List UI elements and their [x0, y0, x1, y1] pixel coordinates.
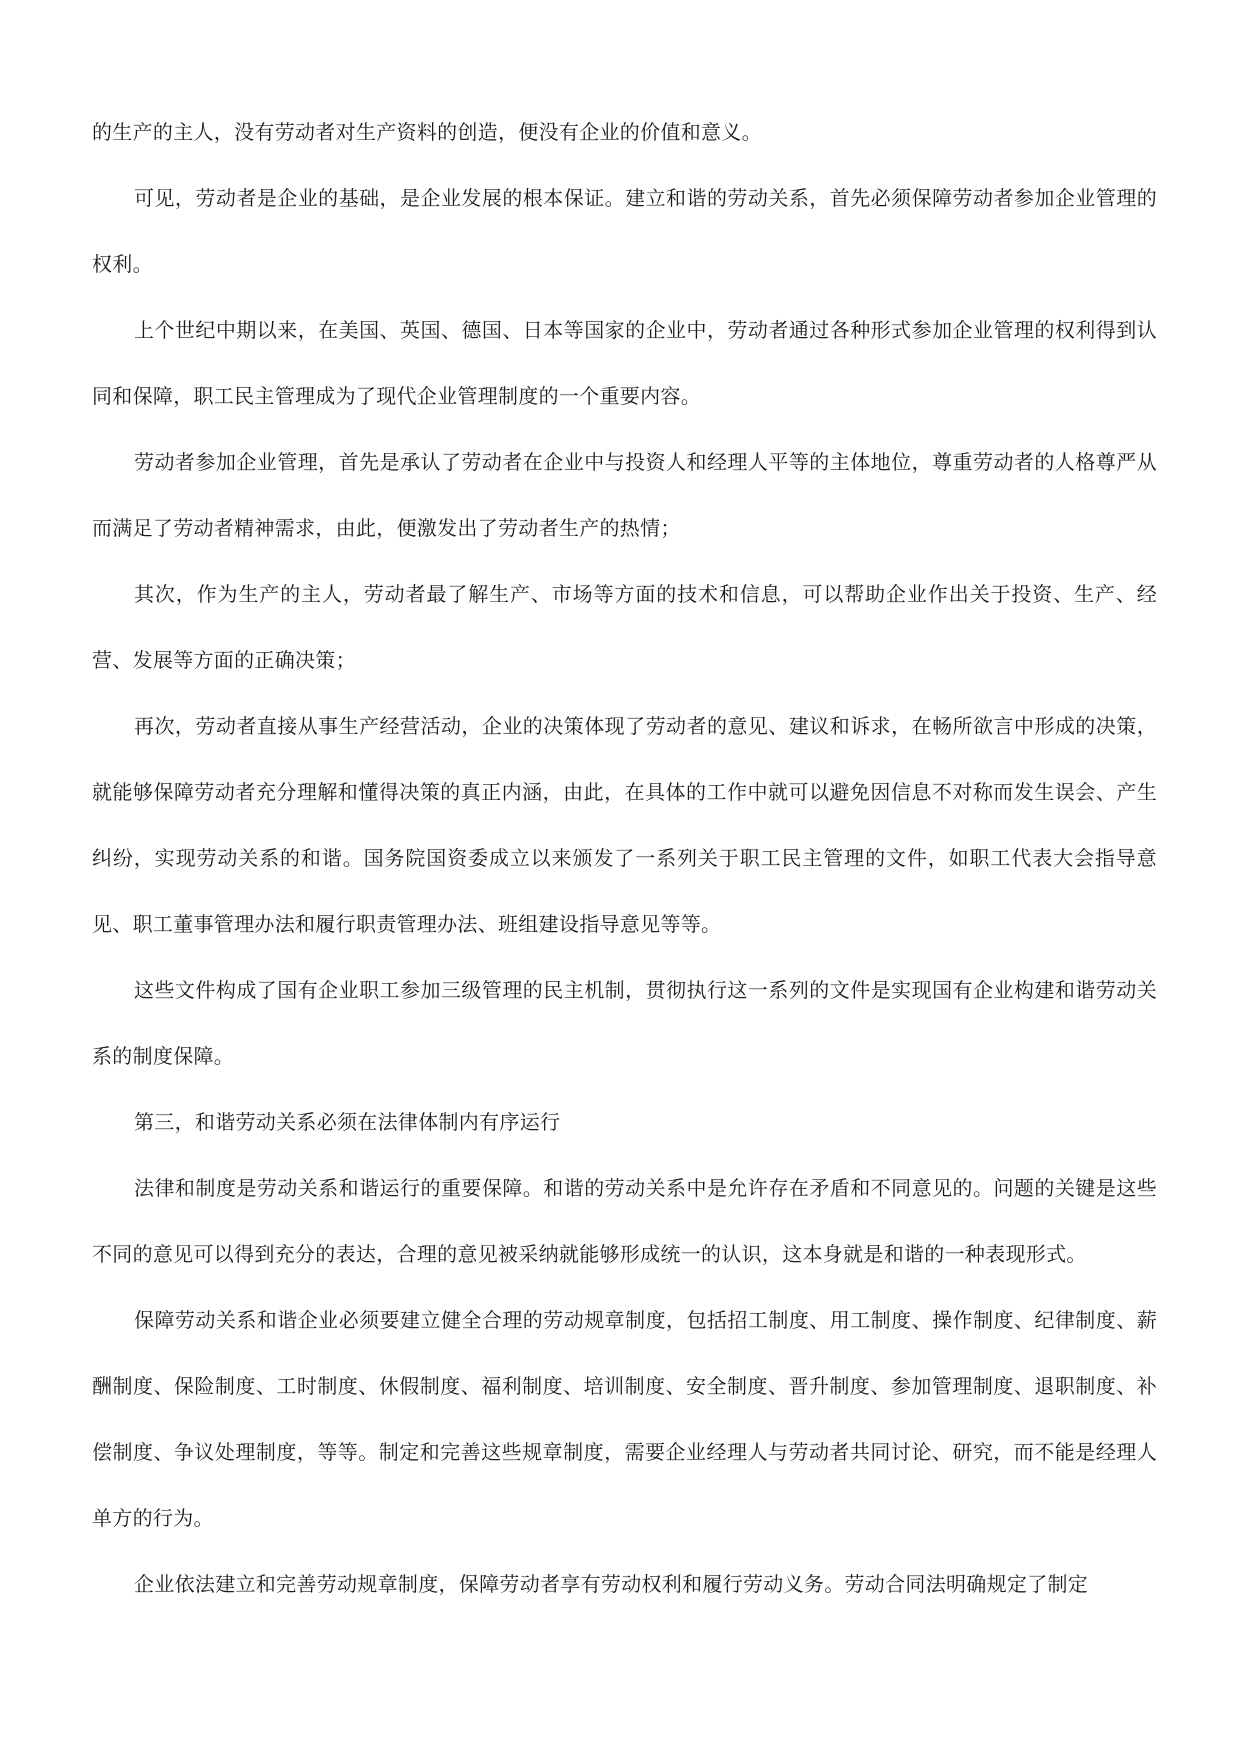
document-body — [92, 99, 1157, 1617]
paragraph: 可见，劳动者是企业的基础，是企业发展的根本保证。建立和谐的劳动关系，首先必须保障劳动者参加企业管理的权利。 — [92, 186, 1157, 276]
paragraph-continuation: 的生产的主人，没有劳动者对生产资料的创造，便没有企业的价值和意义。 — [92, 120, 762, 144]
paragraph: 再次，劳动者直接从事生产经营活动，企业的决策体现了劳动者的意见、建议和诉求，在畅所欲言中形成的决策，就能够保障劳动者充分理解和懂得决策的真正内涵，由此，在具体的工作中就可以避免因信息不对称而发生误会、产生纠纷，实现劳动关系的和谐。国务院国资委成立以来颁发了一系列关于职工民主管理的文件，如职工代表大会指导意见、职工董事管理办法和履行职责管理办法、班组建设指导意见等等。 — [92, 714, 1157, 936]
section-heading: 第三，和谐劳动关系必须在法律体制内有序运行 — [134, 1110, 561, 1134]
paragraph: 这些文件构成了国有企业职工参加三级管理的民主机制，贯彻执行这一系列的文件是实现国有企业构建和谐劳动关系的制度保障。 — [92, 978, 1157, 1068]
paragraph: 其次，作为生产的主人，劳动者最了解生产、市场等方面的技术和信息，可以帮助企业作出关于投资、生产、经营、发展等方面的正确决策； — [92, 582, 1157, 672]
paragraph: 上个世纪中期以来，在美国、英国、德国、日本等国家的企业中，劳动者通过各种形式参加企业管理的权利得到认同和保障，职工民主管理成为了现代企业管理制度的一个重要内容。 — [92, 318, 1157, 408]
paragraph: 劳动者参加企业管理，首先是承认了劳动者在企业中与投资人和经理人平等的主体地位，尊重劳动者的人格尊严从而满足了劳动者精神需求，由此，便激发出了劳动者生产的热情； — [92, 450, 1157, 540]
paragraph: 保障劳动关系和谐企业必须要建立健全合理的劳动规章制度，包括招工制度、用工制度、操作制度、纪律制度、薪酬制度、保险制度、工时制度、休假制度、福利制度、培训制度、安全制度、晋升制度、参加管理制度、退职制度、补偿制度、争议处理制度，等等。制定和完善这些规章制度，需要企业经理人与劳动者共同讨论、研究，而不能是经理人单方的行为。 — [92, 1308, 1157, 1530]
paragraph: 企业依法建立和完善劳动规章制度，保障劳动者享有劳动权利和履行劳动义务。劳动合同法明确规定了制定 — [134, 1572, 1089, 1596]
paragraph: 法律和制度是劳动关系和谐运行的重要保障。和谐的劳动关系中是允许存在矛盾和不同意见的。问题的关键是这些不同的意见可以得到充分的表达，合理的意见被采纳就能够形成统一的认识，这本身就是和谐的一种表现形式。 — [92, 1176, 1157, 1266]
